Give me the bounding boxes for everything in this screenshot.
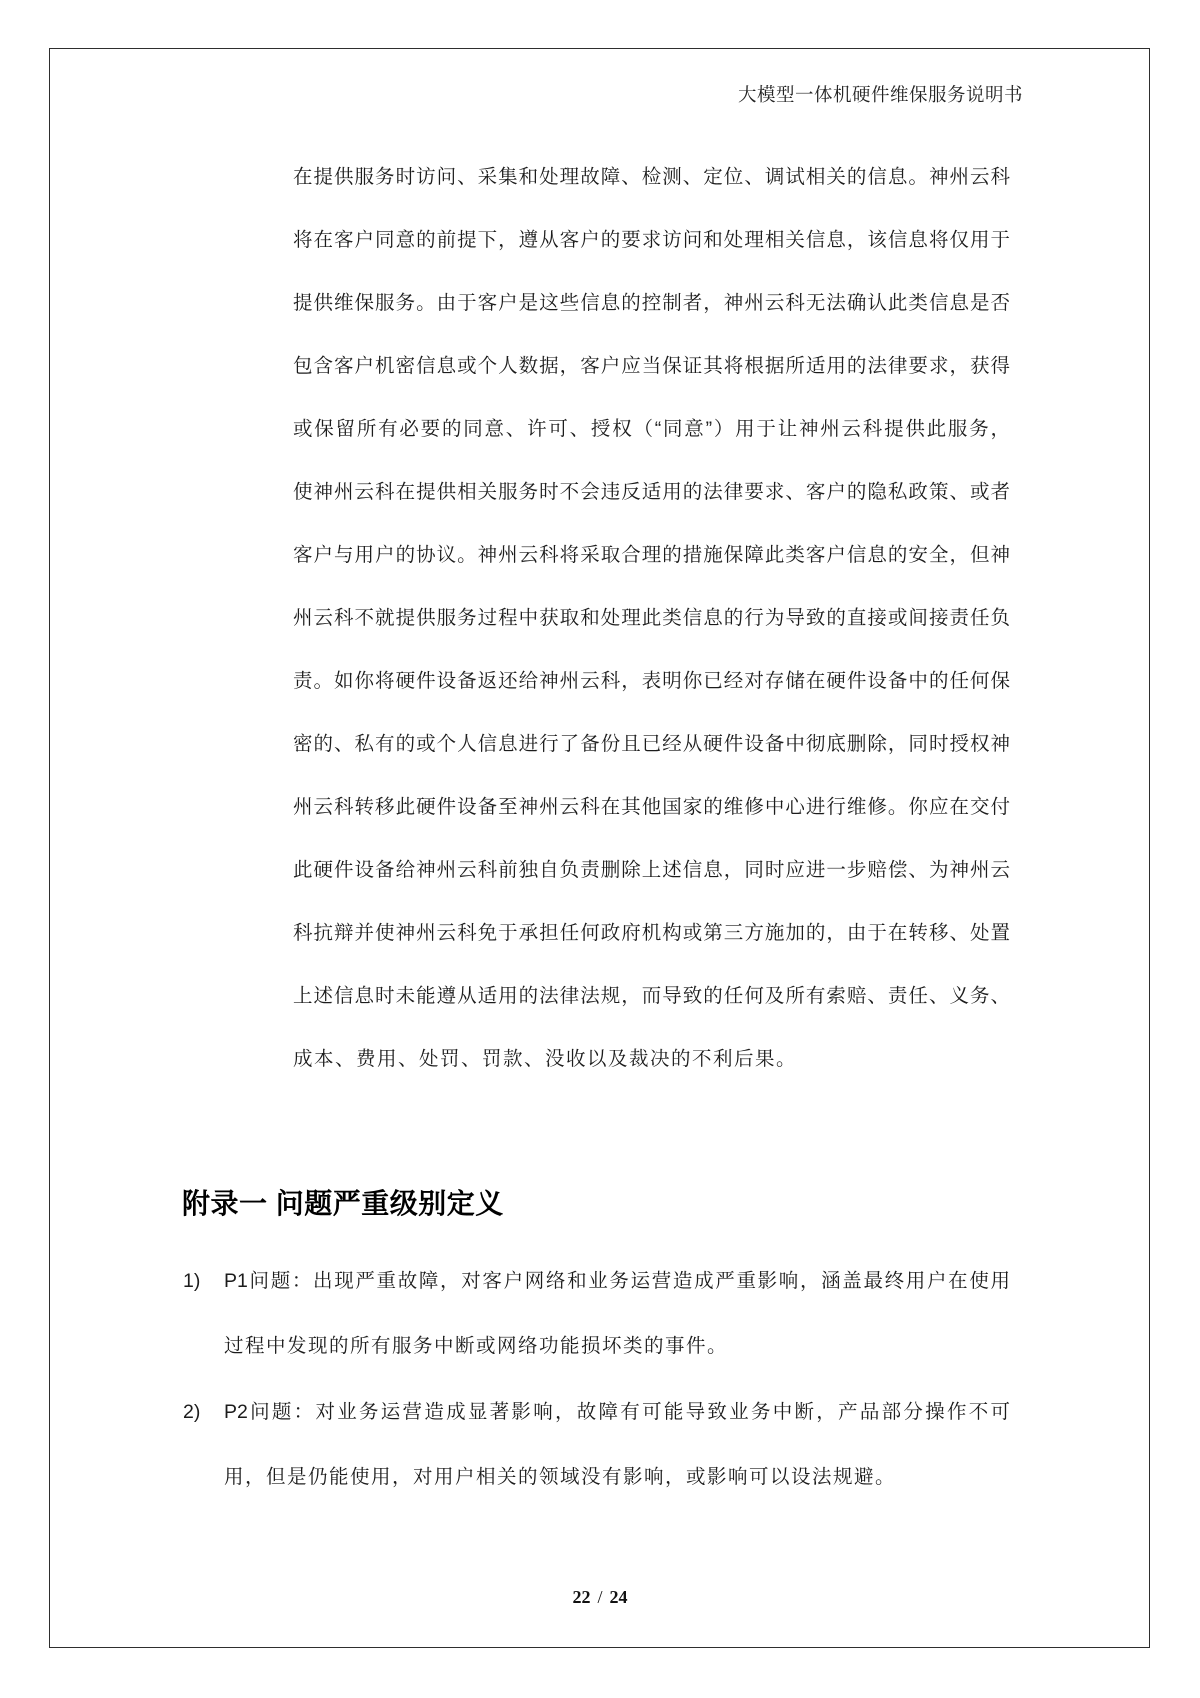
list-item-line: 过程中发现的所有服务中断或网络功能损坏类的事件。	[224, 1335, 729, 1358]
header-title: 大模型一体机硬件维保服务说明书	[737, 86, 1023, 106]
paragraph-line: 使神州云科在提供相关服务时不会违反适用的法律要求、客户的隐私政策、或者	[293, 481, 1010, 503]
paragraph-line: 成本、费用、处罚、罚款、没收以及裁决的不利后果。	[293, 1048, 798, 1070]
list-item-line	[183, 1249, 1010, 1314]
body-paragraph	[293, 146, 1010, 1091]
list-item-line: 用，但是仍能使用，对用户相关的领域没有影响，或影响可以设法规避。	[224, 1466, 897, 1489]
list-item-text: P1问题：出现严重故障，对客户网络和业务运营造成严重影响，涵盖最终用户在使用	[224, 1270, 1010, 1292]
list-item-line	[183, 1380, 1010, 1445]
list-item	[183, 1380, 1010, 1511]
paragraph-line: 州云科转移此硬件设备至神州云科在其他国家的维修中心进行维修。你应在交付	[293, 796, 1010, 818]
paragraph-line: 上述信息时未能遵从适用的法律法规，而导致的任何及所有索赔、责任、义务、	[293, 985, 1010, 1007]
footer-page-separator: /	[597, 1587, 603, 1607]
paragraph-line: 州云科不就提供服务过程中获取和处理此类信息的行为导致的直接或间接责任负	[293, 607, 1010, 629]
appendix-list	[183, 1249, 1010, 1511]
footer-current-page: 22	[572, 1587, 591, 1607]
list-item	[183, 1249, 1010, 1380]
paragraph-line: 将在客户同意的前提下，遵从客户的要求访问和处理相关信息，该信息将仅用于	[293, 229, 1010, 251]
paragraph-line: 科抗辩并使神州云科免于承担任何政府机构或第三方施加的，由于在转移、处置	[293, 922, 1010, 944]
paragraph-line: 客户与用户的协议。神州云科将采取合理的措施保障此类客户信息的安全，但神	[293, 544, 1010, 566]
page-footer	[0, 1583, 1200, 1611]
paragraph-line: 或保留所有必要的同意、许可、授权（“同意”）用于让神州云科提供此服务，	[293, 418, 1010, 440]
list-item-marker: 2)	[183, 1400, 201, 1423]
footer-total-pages: 24	[609, 1587, 628, 1607]
list-item-text: P2问题：对业务运营造成显著影响，故障有可能导致业务中断，产品部分操作不可	[224, 1400, 1010, 1423]
paragraph-line: 此硬件设备给神州云科前独自负责删除上述信息，同时应进一步赔偿、为神州云	[293, 859, 1010, 881]
list-item-marker: 1)	[183, 1270, 201, 1292]
paragraph-line: 责。如你将硬件设备返还给神州云科，表明你已经对存储在硬件设备中的任何保	[293, 670, 1010, 692]
paragraph-line: 在提供服务时访问、采集和处理故障、检测、定位、调试相关的信息。神州云科	[293, 166, 1010, 188]
appendix-heading: 附录一 问题严重级别定义	[182, 1188, 504, 1219]
paragraph-line: 密的、私有的或个人信息进行了备份且已经从硬件设备中彻底删除，同时授权神	[293, 733, 1010, 755]
paragraph-line: 包含客户机密信息或个人数据，客户应当保证其将根据所适用的法律要求，获得	[293, 355, 1010, 377]
paragraph-line: 提供维保服务。由于客户是这些信息的控制者，神州云科无法确认此类信息是否	[293, 292, 1010, 314]
